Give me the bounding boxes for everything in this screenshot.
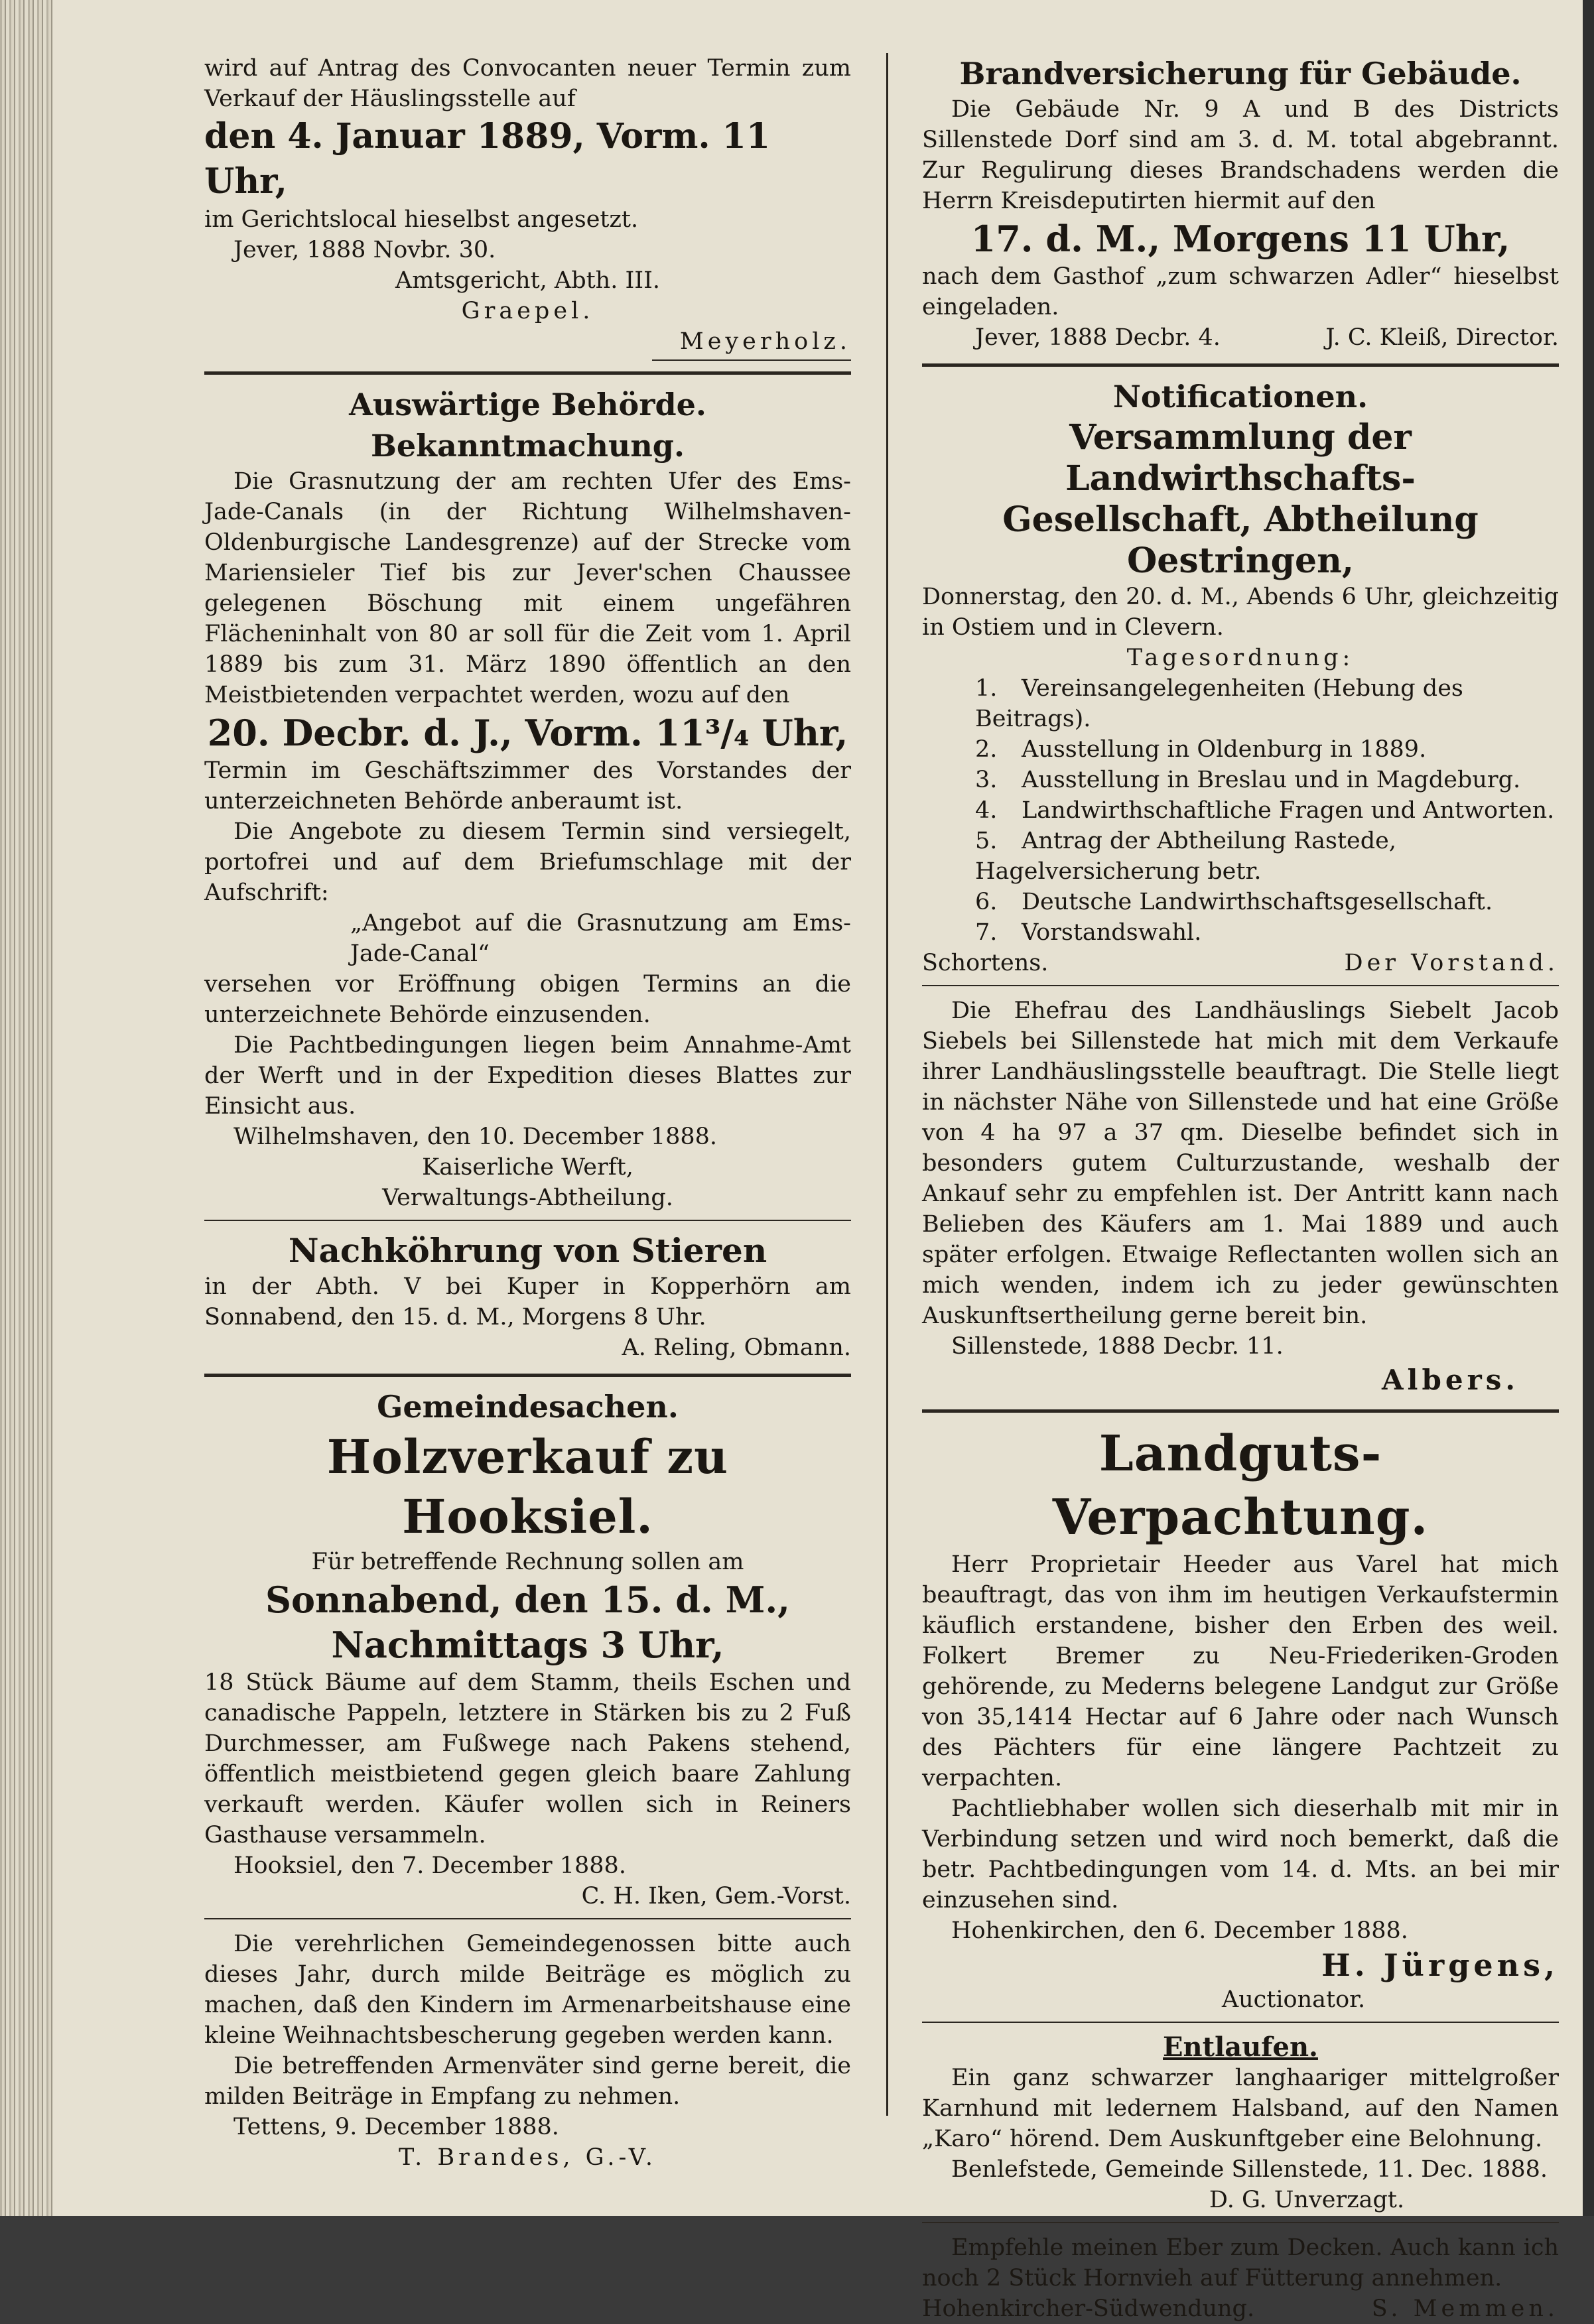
section-rule (922, 2022, 1559, 2023)
landgut-notice (922, 1422, 1559, 2015)
gemeinde-body: 18 Stück Bäume auf dem Stamm, theils Eschen und canadische Pappeln, letztere in Stärken bis zu 2 Fuß Durchmesser, am Fußwege nach Pakens stehend, öffentlich meistbietend gegen gleich baare Zahlung verkauft werden. Käufer wollen sich in Reiners Gasthause versammeln. (204, 1669, 851, 1848)
notice-title: Bekanntmachung. (371, 428, 685, 464)
eber-body: Empfehle meinen Eber zum Decken. Auch kann ich noch 2 Stück Hornvieh auf Fütterung annehmen. (922, 2234, 1559, 2292)
brand-dateline: Jever, 1888 Decbr. 4. (975, 324, 1221, 351)
section-rule (204, 1220, 851, 1221)
gemeinde-dateline: Hooksiel, den 7. December 1888. (233, 1852, 626, 1879)
section-rule (922, 2222, 1559, 2223)
notice-termin: Termin im Geschäftszimmer des Vorstandes der unterzeichneten Behörde anberaumt ist. (204, 757, 851, 814)
notif-title2: Gesellschaft, Abtheilung Oestringen, (1002, 499, 1479, 581)
brand-body: Die Gebäude Nr. 9 A und B des Districts Sillenstede Dorf sind am 3. d. M. total abgebrannt. Zur Regulirung dieses Brandschadens werden die Herrn Kreisdeputirten hiermit auf den (922, 96, 1559, 214)
landgut-title: Landguts-Verpachtung. (1052, 1425, 1429, 1546)
notice-sign2: Verwaltungs-Abtheilung. (382, 1185, 673, 1211)
stiere-notice (204, 1230, 851, 1363)
agenda-item: 1. Vereinsangelegenheiten (Hebung des Beitrags). (975, 675, 1463, 732)
landgut-body: Herr Proprietair Heeder aus Varel hat mich beauftragt, das von ihm im heutigen Verkaufstermin käuflich erstandene, bisher den Erben des weil. Folkert Bremer zu Neu-Friederiken-Groden gehörende, zu Mederns belegene Landgut zur Größe von 35,1414 Hectar auf 6 Jahre oder nach Wunsch des Pächters für eine längere Pachtzeit zu verpachten. (922, 1551, 1559, 1791)
notice-bedingungen: Die Pachtbedingungen liegen beim Annahme-Amt der Werft und in der Expedition dieses Blattes zur Einsicht aus. (204, 1032, 851, 1120)
armen-dateline: Tettens, 9. December 1888. (233, 2114, 559, 2140)
section-rule (204, 1918, 851, 1919)
armen-body2: Die betreffenden Armenväter sind gerne bereit, die milden Beiträge in Empfang zu nehmen. (204, 2053, 851, 2110)
brand-date: 17. d. M., Morgens 11 Uhr, (970, 218, 1510, 260)
entlaufen-notice (922, 2032, 1559, 2215)
termin-court: Amtsgericht, Abth. III. (395, 267, 661, 294)
agenda-item: 3. Ausstellung in Breslau und in Magdeburg. (975, 767, 1521, 793)
agenda-item: 5. Antrag der Abtheilung Rastede, Hagelversicherung betr. (975, 828, 1396, 885)
notice-dateline: Wilhelmshaven, den 10. December 1888. (233, 1124, 718, 1150)
entlaufen-dateline: Benlefstede, Gemeinde Sillenstede, 11. Dec. 1888. (951, 2156, 1548, 2183)
right-column (922, 53, 1559, 2324)
notif-sign: Der Vorstand. (1344, 950, 1559, 976)
agenda-list (922, 673, 1559, 948)
notif-place: Schortens. (922, 950, 1049, 976)
notice-versehen: versehen vor Eröffnung obigen Termins an die unterzeichnete Behörde einzusenden. (204, 971, 851, 1028)
book-page-edges (0, 0, 53, 2216)
armen-sign: T. Brandes, G.-V. (398, 2144, 657, 2171)
auswaertige-notice (204, 384, 851, 1213)
gemeinde-intro: Für betreffende Rechnung sollen am (311, 1549, 744, 1575)
notice-sign1: Kaiserliche Werft, (422, 1154, 633, 1181)
notif-tagesordnung: Tagesordnung: (1126, 645, 1355, 671)
notice-date: 20. Decbr. d. J., Vorm. 11³/₄ Uhr, (207, 712, 848, 754)
agenda-item: 2. Ausstellung in Oldenburg in 1889. (975, 736, 1427, 763)
gemeinde-title: Holzverkauf zu Hooksiel. (326, 1429, 729, 1544)
notice-angebote: Die Angebote zu diesem Termin sind versiegelt, portofrei und auf dem Briefumschlage mit der Aufschrift: (204, 818, 851, 906)
brand-place: nach dem Gasthof „zum schwarzen Adler“ hieselbst eingeladen. (922, 263, 1559, 320)
landgut-dateline: Hohenkirchen, den 6. December 1888. (951, 1917, 1408, 1944)
gemeinde-date2: Nachmittags 3 Uhr, (331, 1624, 724, 1666)
section-heading: Gemeindesachen. (377, 1389, 679, 1425)
eber-footer (922, 2293, 1559, 2324)
section-heading: Notificationen. (1112, 379, 1368, 415)
agenda-item: 4. Landwirthschaftliche Fragen und Antworten. (975, 797, 1555, 824)
notif-footer (922, 948, 1559, 978)
notice-body: Die Grasnutzung der am rechten Ufer des Ems-Jade-Canals (in der Richtung Wilhelmshaven-Oldenburgische Landesgrenze) auf der Strecke vom Mariensieler Tief bis zur Jever'schen Chaussee gelegenen Böschung mit einem ungefähren Flächeninhalt von 80 ar soll für die Zeit vom 1. April 1889 bis zum 31. März 1890 öffentlich an den Meistbietenden verpachtet werden, wozu auf den (204, 468, 851, 708)
brand-sign: J. C. Kleiß, Director. (1325, 324, 1559, 351)
background-strip (1583, 0, 1594, 2216)
section-rule (204, 371, 851, 375)
landstelle-dateline: Sillenstede, 1888 Decbr. 11. (951, 1333, 1284, 1360)
armen-notice (204, 1929, 851, 2173)
notif-title1: Versammlung der Landwirthschafts- (1065, 417, 1416, 499)
termin-dateline: Jever, 1888 Novbr. 30. (233, 237, 496, 263)
agenda-item: 7. Vorstandswahl. (975, 919, 1202, 946)
termin-date: den 4. Januar 1889, Vorm. 11 Uhr, (204, 116, 771, 202)
notice-aufschrift: „Angebot auf die Grasnutzung am Ems-Jade-Canal“ (350, 910, 851, 967)
section-rule (922, 1409, 1559, 1413)
termin-notice (204, 53, 851, 361)
section-rule (204, 1374, 851, 1377)
notif-notice (922, 376, 1559, 978)
landgut-sign: H. Jürgens, (1321, 1947, 1559, 1983)
agenda-item: 6. Deutsche Landwirthschaftsgesellschaft. (975, 889, 1493, 915)
termin-clerk: Meyerholz. (679, 328, 851, 355)
landstelle-notice (922, 996, 1559, 1399)
column-divider (886, 53, 888, 2116)
stiere-body: in der Abth. V bei Kuper in Kopperhörn am Sonnabend, den 15. d. M., Morgens 8 Uhr. (204, 1273, 851, 1330)
armen-body: Die verehrlichen Gemeindegenossen bitte auch dieses Jahr, durch milde Beiträge es möglich zu machen, daß den Kindern im Armenarbeitshause eine kleine Weihnachtsbescherung gegeben werden kann. (204, 1931, 851, 2049)
landstelle-body: Die Ehefrau des Landhäuslings Siebelt Jacob Siebels bei Sillenstede hat mich mit dem Verkaufe ihrer Landhäuslingsstelle beauftragt. Die Stelle liegt in nächster Nähe von Sillenstede und hat eine Größe von 4 ha 97 a 37 qm. Dieselbe befindet sich in besonders gutem Culturzustande, weshalb der Ankauf sehr zu empfehlen ist. Der Antritt kann nach Belieben des Käufers am 1. Mai 1889 und auch später erfolgen. Etwaige Reflectanten wollen sich an mich wenden, indem ich zu jeder gewünschten Auskunftsertheilung gerne bereit bin. (922, 998, 1559, 1329)
eber-notice (922, 2232, 1559, 2324)
section-rule (922, 363, 1559, 367)
eber-sign: S. Memmen. (1371, 2295, 1559, 2322)
brand-title: Brandversicherung für Gebäude. (959, 56, 1522, 92)
section-rule (922, 985, 1559, 986)
notif-body: Donnerstag, den 20. d. M., Abends 6 Uhr, gleichzeitig in Ostiem und in Clevern. (922, 584, 1559, 641)
entlaufen-body: Ein ganz schwarzer langhaariger mittelgroßer Karnhund mit ledernem Halsband, auf den Namen „Karo“ hörend. Dem Auskunftgeber eine Belohnung. (922, 2065, 1559, 2152)
brand-footer (922, 322, 1559, 353)
landgut-role: Auctionator. (1221, 1986, 1366, 2013)
signature-rule (652, 359, 851, 361)
gemeinde-sign: C. H. Iken, Gem.-Vorst. (581, 1883, 851, 1909)
termin-intro: wird auf Antrag des Convocanten neuer Termin zum Verkauf der Häuslingsstelle auf (204, 55, 851, 112)
termin-place: im Gerichtslocal hieselbst angesetzt. (204, 206, 639, 233)
landgut-body2: Pachtliebhaber wollen sich dieserhalb mit mir in Verbindung setzen und wird noch bemerkt, daß die betr. Pachtbedingungen vom 14. d. Mts. an bei mir einzusehen sind. (922, 1795, 1559, 1913)
entlaufen-sign: D. G. Unverzagt. (1209, 2187, 1405, 2213)
landstelle-sign: Albers. (1381, 1364, 1519, 1396)
section-heading: Auswärtige Behörde. (349, 387, 706, 422)
left-column (204, 53, 851, 2173)
entlaufen-title: Entlaufen. (1163, 2032, 1318, 2063)
termin-judge: Graepel. (461, 298, 594, 324)
eber-place: Hohenkircher-Südwendung. (922, 2295, 1255, 2322)
brand-notice (922, 53, 1559, 353)
gemeinde-notice (204, 1386, 851, 1911)
stiere-sign: A. Reling, Obmann. (622, 1334, 851, 1361)
stiere-title: Nachköhrung von Stieren (288, 1231, 767, 1270)
gemeinde-date1: Sonnabend, den 15. d. M., (265, 1579, 790, 1621)
